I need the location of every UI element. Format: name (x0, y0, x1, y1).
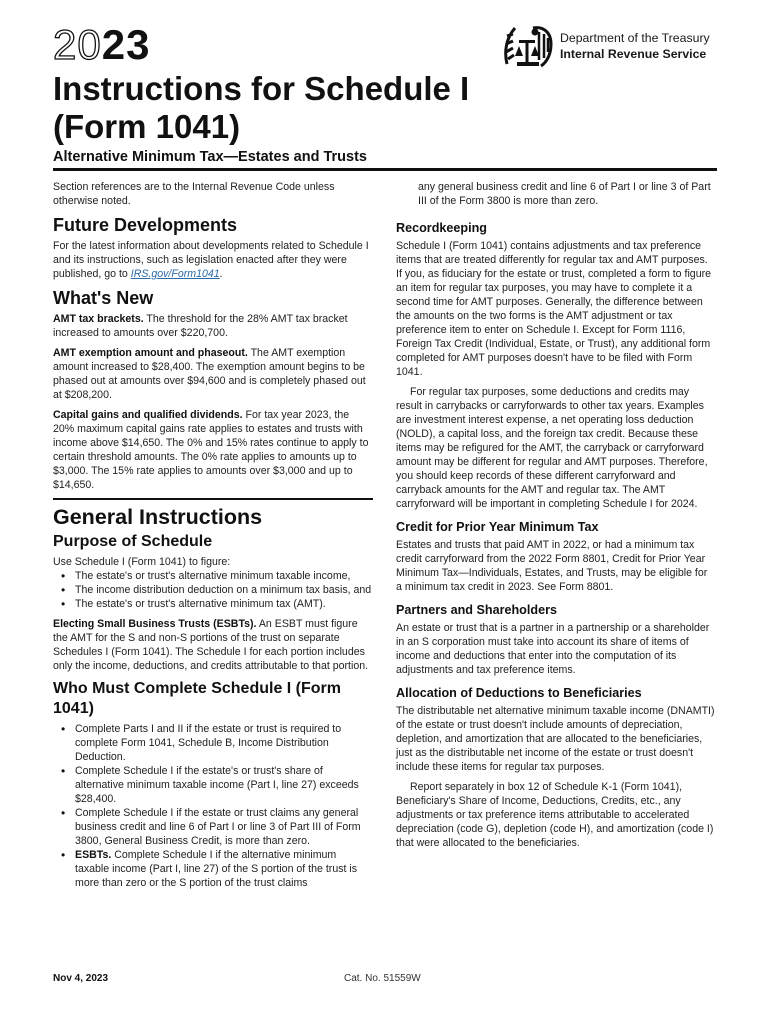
irs-eagle-logo-icon (503, 22, 555, 72)
future-developments-heading: Future Developments (53, 215, 238, 235)
who-must-complete-heading: Who Must Complete Schedule I (Form 1041) (53, 680, 342, 717)
esbt-runin: Electing Small Business Trusts (ESBTs). (53, 618, 257, 630)
esbt-text: An ESBT must figure the AMT for the S and non-S portions of the trust on separate Schedules I (Form 1041). The Schedule I for each portion includes only the income, deductions, and credits attributable to that portion. (53, 618, 369, 672)
document-title-line1: Instructions for Schedule I (53, 70, 470, 107)
revision-date: Nov 4, 2023 (53, 973, 109, 984)
credit-prior-year-text: Estates and trusts that paid AMT in 2022, or had a minimum tax credit carryforward from the 2022 Form 8801, Credit for Prior Year Minimum Tax—Individuals, Estates, and Trusts, may be eligible for a minimum tax credit in 2023. See Form 8801. (396, 539, 708, 593)
section-divider (53, 498, 373, 500)
whats-new-item-runin: Capital gains and qualified dividends. (53, 409, 243, 421)
list-item: • The estate's or trust's alternative minimum taxable income, (53, 569, 373, 583)
purpose-list (53, 569, 373, 611)
list-item (53, 764, 373, 806)
agency-block (560, 30, 710, 62)
tax-year (53, 22, 150, 68)
left-column (53, 180, 373, 896)
credit-prior-year-heading: Credit for Prior Year Minimum Tax (396, 520, 599, 534)
list-item-text: Complete Schedule I if the estate or trust claims any general business credit and line 6 of Part I or line 3 of Part III of Form 3800, General Business Credit, is more than zero. (75, 807, 361, 847)
whats-new-item-text: The threshold for the 28% AMT tax bracket increased to amounts over $220,700. (53, 313, 348, 339)
purpose-heading: Purpose of Schedule (53, 533, 213, 550)
list-item-text: Complete Parts I and II if the estate or trust is required to complete Form 1041, Schedule B, Income Distribution Deduction. (75, 723, 342, 763)
allocation-paragraph: Report separately in box 12 of Schedule K-1 (Form 1041), Beneficiary's Share of Income, Deductions, Credits, etc., any adjustments or tax preference items attributable to accelerated depreciation (code G), depletion (code H), and amortization (code I) that were allocated to the beneficiaries. (396, 781, 714, 849)
who-must-list (53, 722, 373, 890)
document-title-line2: (Form 1041) (53, 108, 241, 145)
whats-new-item-runin: AMT exemption amount and phaseout. (53, 347, 248, 359)
future-developments-text-before: For the latest information about developments related to Schedule I and its instructions, such as legislation enacted after they were published, go to (53, 240, 369, 280)
list-item: • The income distribution deduction on a minimum tax basis, and (53, 583, 373, 597)
esbt-continuation-text: any general business credit and line 6 of Part I or line 3 of Part III of the Form 3800 is more than zero. (418, 181, 711, 207)
whats-new-heading: What's New (53, 288, 154, 308)
whats-new-item-runin: AMT tax brackets. (53, 313, 144, 325)
whats-new-item (53, 408, 373, 492)
list-item-runin: ESBTs. (75, 849, 112, 861)
list-item (53, 722, 373, 764)
future-developments-text (53, 239, 373, 281)
tax-year-solid: 23 (101, 21, 151, 68)
right-column (396, 180, 716, 856)
list-item: • The estate's or trust's alternative minimum tax (AMT). (53, 597, 373, 611)
future-developments-text-after: . (219, 268, 223, 280)
esbt-paragraph (53, 617, 373, 673)
document-subtitle: Alternative Minimum Tax—Estates and Trusts (53, 149, 367, 165)
whats-new-item (53, 346, 373, 402)
whats-new-item-text: For tax year 2023, the 20% maximum capital gains rate applies to estates and trusts with income above $14,650. The 0% and 15% rates continue to apply to certain threshold amounts. The 0% rate applies to amounts up to $3,000. The 15% rate applies to amounts over $3,000 and up to $14,650. (53, 409, 369, 491)
header-divider (53, 168, 717, 171)
document-title (53, 70, 513, 146)
agency-department: Department of the Treasury (560, 31, 710, 45)
list-item-text: Complete Schedule I if the alternative minimum taxable income (Part I, line 27) of the S portion of the trust is more than zero or the S portion of the trust claims (75, 849, 358, 889)
whats-new-item (53, 312, 373, 340)
allocation-paragraph: The distributable net alternative minimum taxable income (DNAMTI) of the estate or trust doesn't include amounts of depreciation, depletion, and amortization that are allocated to the beneficiaries, just as the distributable net income of the estate or trust doesn't include these items for regular tax purposes. (396, 705, 715, 773)
recordkeeping-paragraph: For regular tax purposes, some deductions and credits may result in carrybacks or carryforwards to other tax years. Examples are investment interest expense, a net operating loss deduction (NOLD), a capital loss, and the foreign tax credit. Because these items may be refigured for the AMT, the carryback or carryforward amount may be different for regular and AMT purposes. Therefore, you should keep records of these different carryforward and carryback amounts for the AMT and regular tax. The AMT carryforward will be important in completing Schedule I for 2024. (396, 386, 708, 510)
recordkeeping-heading: Recordkeeping (396, 221, 487, 235)
list-item-text: Complete Schedule I if the estate's or trust's share of alternative minimum taxable income (Part I, line 27) exceeds $28,400. (75, 765, 359, 805)
allocation-heading: Allocation of Deductions to Beneficiaries (396, 686, 642, 700)
catalog-number: Cat. No. 51559W (344, 973, 421, 984)
irs-form1041-link[interactable]: IRS.gov/Form1041 (130, 268, 220, 280)
list-item (53, 848, 373, 890)
intro-text: Section references are to the Internal Revenue Code unless otherwise noted. (53, 181, 335, 207)
agency-name: Internal Revenue Service (560, 47, 707, 61)
general-instructions-heading: General Instructions (53, 505, 263, 529)
list-item (53, 806, 373, 848)
whats-new-item-text: The AMT exemption amount increased to $28,400. The exemption amount begins to be phased out at amounts over $94,600 and is completely phased out at $208,200. (53, 347, 366, 401)
tax-year-outline: 20 (53, 21, 102, 68)
partners-text: An estate or trust that is a partner in a partnership or a shareholder in an S corporation must take into account its share of items of income and deductions that enter into the computation of its adjustments and tax preference items. (396, 622, 710, 676)
partners-heading: Partners and Shareholders (396, 603, 557, 617)
purpose-intro: Use Schedule I (Form 1041) to figure: (53, 556, 231, 568)
recordkeeping-paragraph: Schedule I (Form 1041) contains adjustments and tax preference items that are treated differently for regular tax and AMT purposes. If you, as fiduciary for the estate or trust, completed a form to figure an item for regular tax purposes, you may have to complete it a second time for AMT purposes. Generally, the difference between the amounts on the two forms is the AMT adjustment or tax preference item to enter on Schedule I. Except for Form 1116, Foreign Tax Credit (Individual, Estate, or Trust), any additional form completed for AMT purposes doesn't have to be filed with Form 1041. (396, 240, 712, 378)
